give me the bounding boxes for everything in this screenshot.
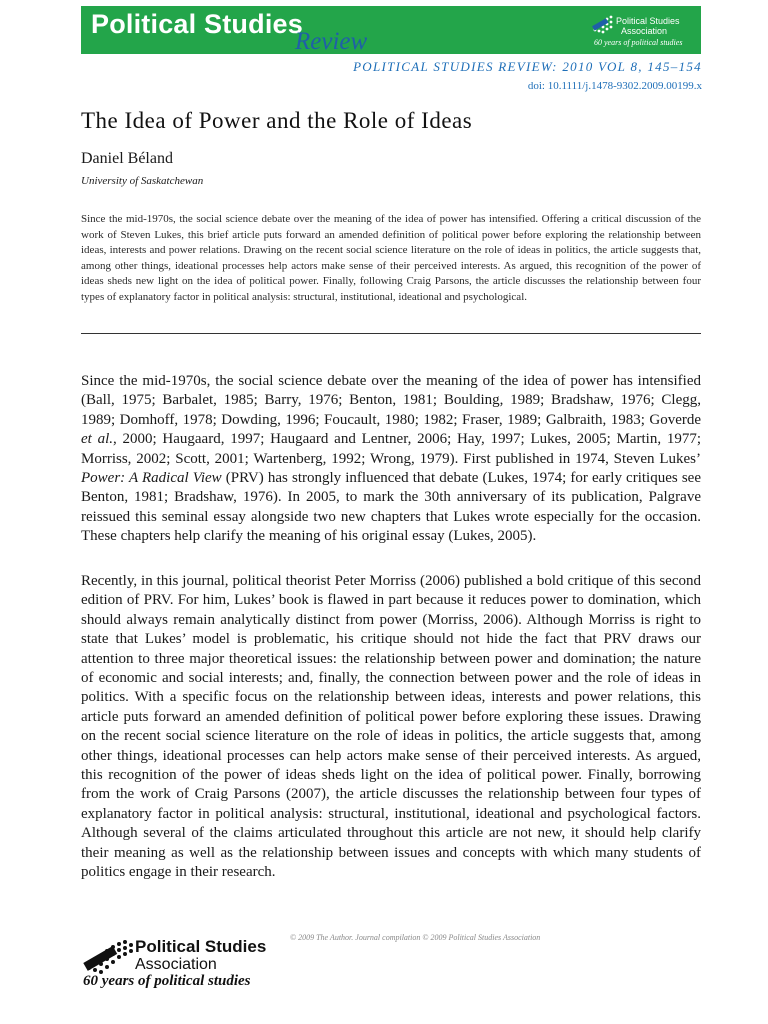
footer-logo-name: Political Studies — [135, 937, 267, 956]
footer-psa-logo — [81, 934, 281, 994]
abstract: Since the mid-1970s, the social science debate over the meaning of the idea of power has intensified. Offering a critical discussion of the work of Steven Lukes, this brief article puts forward an amended definition of political power before exploring the relationship between ideas, interests and power relations. Drawing on the recent social science literature on the role of ideas in politics, the article suggests that, among other things, ideational processes help actors make sense of their perceived interests. As argued, this recognition of the power of ideas sheds new light on the idea of political power. Finally, following Craig Parsons, the article discusses the relationship between four types of explanatory factor in political analysis: structural, institutional, ideational and psychological. — [81, 213, 701, 303]
footer-logo-years: 60 years of political studies — [83, 973, 251, 989]
p1-book-title: Power: A Radical View — [81, 470, 222, 487]
psa-logo — [589, 12, 701, 52]
journal-banner — [81, 6, 701, 54]
psa-logo-name: Political Studies — [616, 16, 680, 26]
doi-link[interactable]: doi: 10.1111/j.1478-9302.2009.00199.x — [527, 80, 702, 92]
citation-line: POLITICAL STUDIES REVIEW: 2010 VOL 8, 145–154 — [353, 59, 702, 74]
psa-logo-association: Association — [621, 26, 668, 36]
author-name: Daniel Béland — [81, 150, 173, 167]
divider — [81, 333, 701, 334]
p1-text-b: , 2000; Haugaard, 1997; Haugaard and Lentner, 2006; Hay, 1997; Lukes, 2005; Martin, 1977; Morriss, 2002; Scott, 2001; Wartenberg, 1992; Wrong, 1979). First published in 1974, Steven Lukes’ — [81, 431, 701, 467]
author-affiliation: University of Saskatchewan — [81, 175, 204, 187]
copyright-notice: © 2009 The Author. Journal compilation © 2009 Political Studies Association — [290, 933, 541, 942]
body-paragraph-2: Recently, in this journal, political theorist Peter Morriss (2006) published a bold critique of this second edition of PRV. For him, Lukes’ book is flawed in part because it reduces power to domination, which should always remain analytically distinct from power (Morriss, 2006). Although Morriss is right to state that Lukes’ model is problematic, his critique should not hide the fact that PRV draws our attention to three major theoretical issues: the relationship between power and domination; the nature of economic and social interests; and, finally, the connection between power and the role of ideas in politics. With a specific focus on the relationship between ideas, interests and power relations, this article puts forward an amended definition of political power before exploring these issues. Drawing on the recent social science literature on the role of ideas in politics, the article suggests that, among other things, ideational processes can help actors make sense of their perceived interests. As argued, this recognition of the power of ideas sheds light on the idea of political power. Finally, borrowing from the work of Craig Parsons (2007), the article discusses the relationship between four types of explanatory factor in political analysis: structural, institutional, ideational and psychological factors. Although several of the claims articulated throughout this article are not new, it should help clarify their meaning as well as the relationship between issues and concepts with which many students of politics engage in their research. — [81, 573, 701, 881]
footer-logo-association: Association — [135, 956, 217, 973]
article-title: The Idea of Power and the Role of Ideas — [81, 108, 473, 133]
journal-subtitle: Review — [295, 28, 368, 55]
journal-name: Political Studies — [91, 9, 303, 39]
p1-text-a: Since the mid-1970s, the social science debate over the meaning of the idea of power has intensified (Ball, 1975; Barbalet, 1985; Barry, 1976; Benton, 1981; Boulding, 1989; Bradshaw, 1976; Clegg, 1989; Domhoff, 1978; Dowding, 1996; Foucault, 1980; 1982; Fraser, 1989; Galbraith, 1983; Goverde — [81, 373, 701, 428]
psa-logo-dots-icon — [589, 12, 617, 36]
footer-logo-dots-icon — [81, 934, 137, 978]
p1-text-c: (PRV) has strongly influenced that debate (Lukes, 1974; for early critiques see Benton, 1981; Bradshaw, 1976). In 2005, to mark the 30th anniversary of its publication, Palgrave reissued this seminal essay alongside two new chapters that Lukes wrote especially for the occasion. These chapters help clarify the meaning of his original essay (Lukes, 2005). — [81, 470, 701, 545]
p1-et-al: et al. — [81, 431, 113, 448]
body-paragraph-1 — [81, 372, 701, 547]
psa-logo-years: 60 years of political studies — [594, 38, 683, 47]
